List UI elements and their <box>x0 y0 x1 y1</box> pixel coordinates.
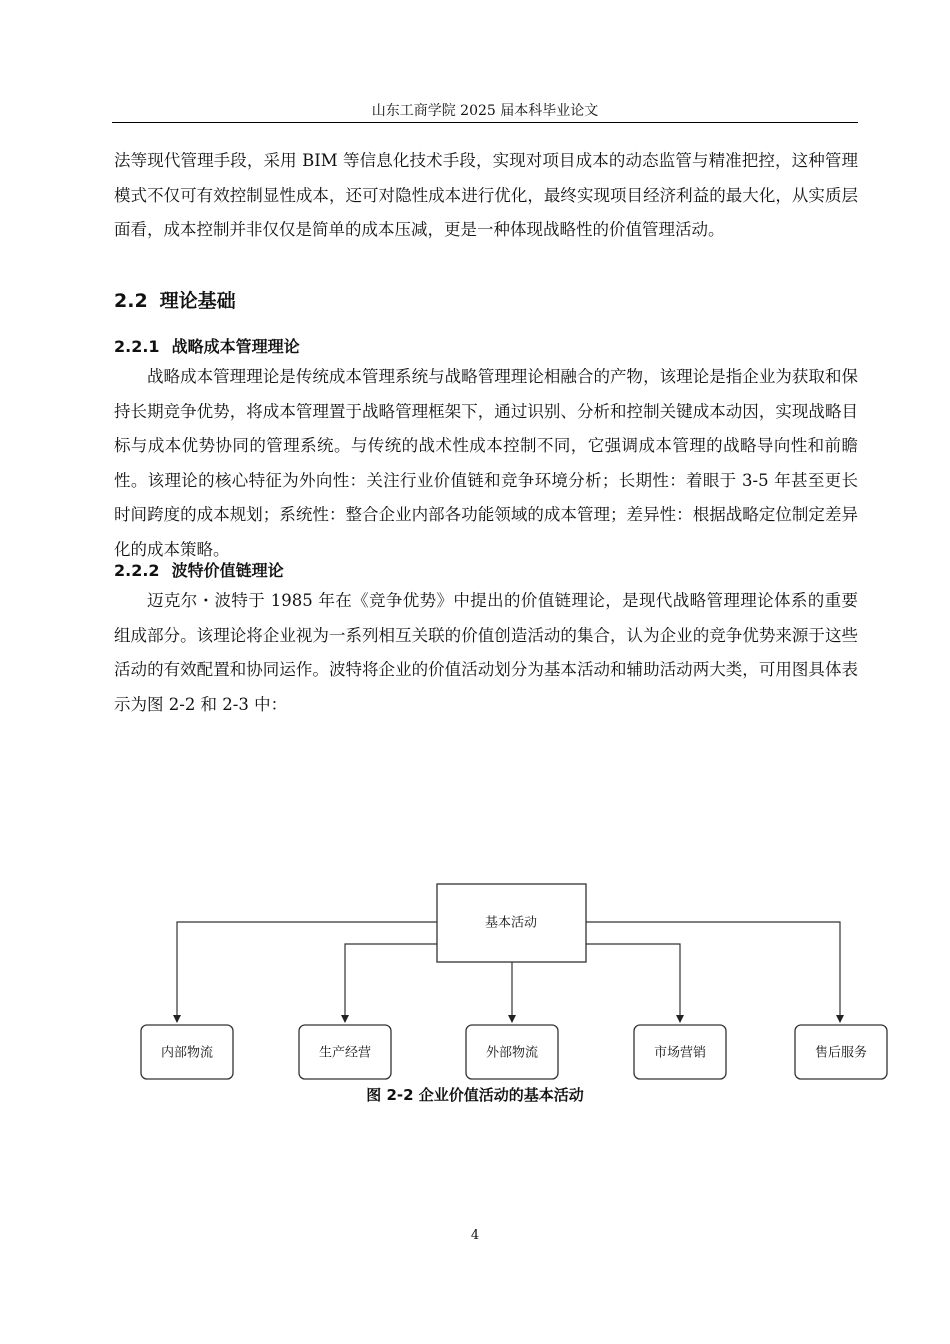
page-number: 4 <box>470 1228 480 1243</box>
strategic-cost-paragraph: 战略成本管理理论是传统成本管理系统与战略管理理论相融合的产物，该理论是指企业为获取和保持长期竞争优势，将成本管理置于战略管理框架下，通过识别、分析和控制关键成本动因，实现战略目标与成本优势协同的管理系统。与传统的战术性成本控制不同，它强调成本管理的战略导向性和前瞻性。该理论的核心特征为外向性：关注行业价值链和竞争环境分析；长期性：着眼于 3-5 年甚至更长时间跨度的成本规划；系统性：整合企业内部各功能领域的成本管理；差异性：根据战略定位制定差异化的成本策略。 <box>114 367 858 559</box>
diagram-child-node <box>466 1025 558 1079</box>
child-label: 市场营销 <box>653 1045 707 1061</box>
intro-paragraph: 法等现代管理手段，采用 BIM 等信息化技术手段，实现对项目成本的动态监管与精准把控，这种管理模式不仅可有效控制显性成本，还可对隐性成本进行优化，最终实现项目经济利益的最大化，从实质层面看，成本控制并非仅仅是简单的成本压减，更是一种体现战略性的价值管理活动。 <box>114 151 858 240</box>
section-number: 2.2.2 <box>114 561 160 580</box>
section-number: 2.2.1 <box>114 337 160 356</box>
child-label: 内部物流 <box>160 1045 214 1061</box>
porter-paragraph: 迈克尔・波特于 1985 年在《竞争优势》中提出的价值链理论，是现代战略管理理论体系的重要组成部分。该理论将企业视为一系列相互关联的价值创造活动的集合，认为企业的竞争优势来源于这些活动的有效配置和协同运作。波特将企业的价值活动划分为基本活动和辅助活动两大类，可用图具体表示为图 2-2 和 2-3 中： <box>114 591 858 714</box>
diagram-child-node <box>795 1025 887 1079</box>
header-title: 山东工商学院 2025 届本科毕业论文 <box>371 103 599 119</box>
connector-inner-logistics <box>177 922 437 1022</box>
section-title: 战略成本管理理论 <box>171 337 300 356</box>
section-number: 2.2 <box>114 290 148 312</box>
diagram-child-node <box>634 1025 726 1079</box>
section-title: 理论基础 <box>159 290 236 312</box>
connector-operations <box>345 944 437 1022</box>
root-label: 基本活动 <box>484 915 538 931</box>
figure-caption: 图 2-2 企业价值活动的基本活动 <box>366 1086 584 1104</box>
diagram-root-node <box>437 884 586 962</box>
child-label: 生产经营 <box>318 1045 372 1061</box>
diagram-child-node <box>299 1025 391 1079</box>
connector-marketing <box>586 944 680 1022</box>
diagram-child-node <box>141 1025 233 1079</box>
connector-service <box>586 922 840 1022</box>
child-label: 售后服务 <box>814 1045 868 1061</box>
section-title: 波特价值链理论 <box>171 561 284 580</box>
child-label: 外部物流 <box>485 1045 539 1061</box>
